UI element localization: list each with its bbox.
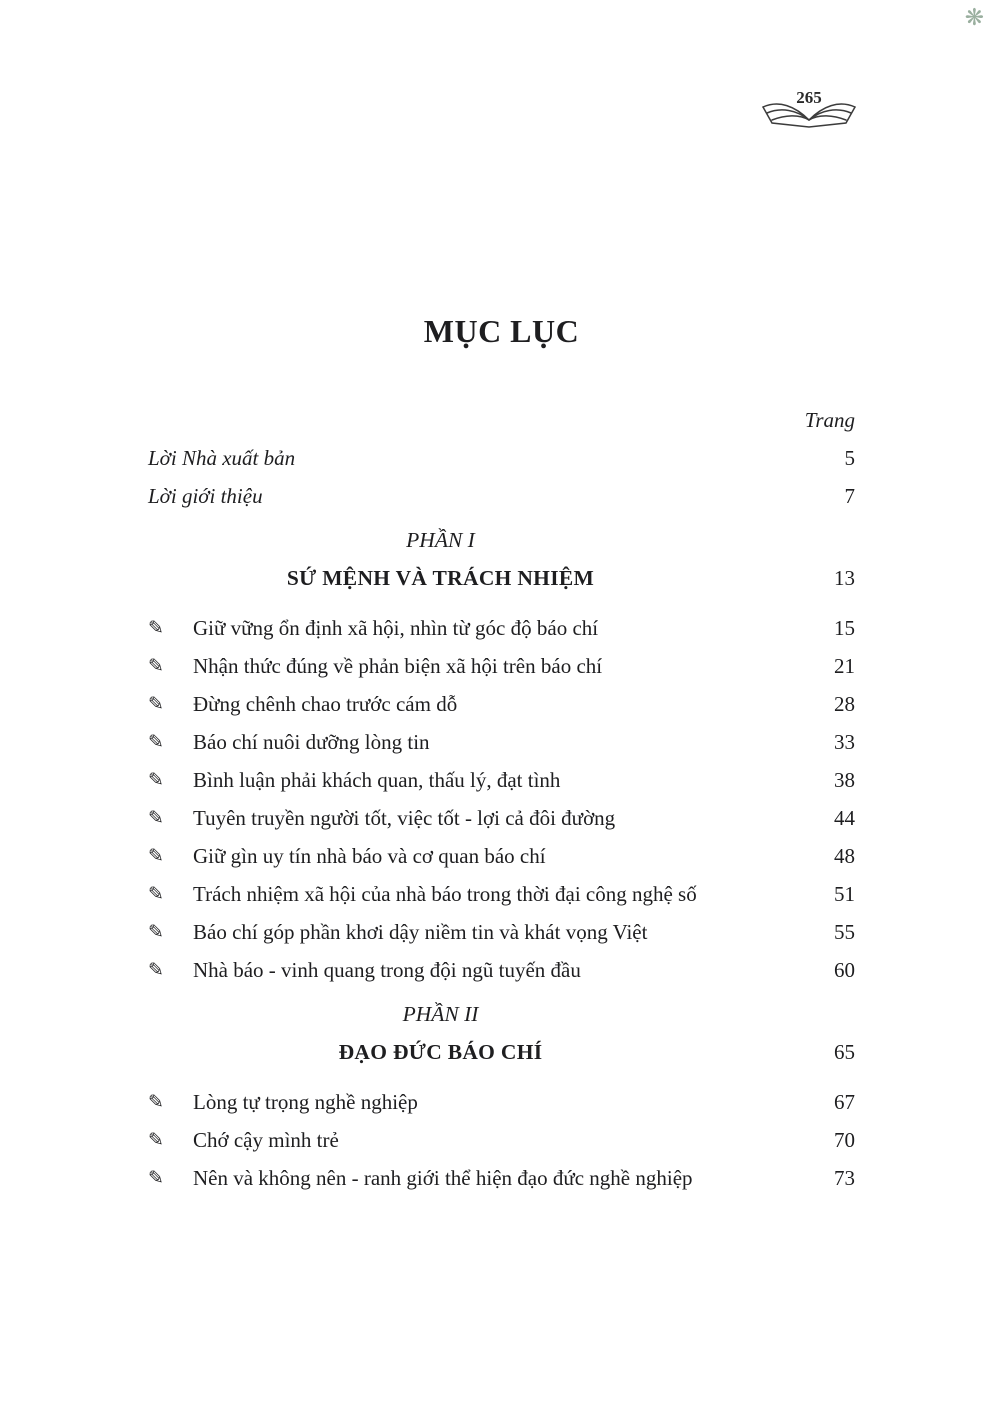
toc-entry-page: 7 bbox=[844, 484, 855, 508]
toc-entry-page: 28 bbox=[834, 692, 855, 716]
toc-entry bbox=[148, 913, 855, 951]
sections-container bbox=[148, 521, 855, 1197]
toc-entry bbox=[148, 477, 855, 515]
toc-entry-label: Nên và không nên - ranh giới thể hiện đạo đức nghề nghiệp bbox=[193, 1166, 693, 1190]
toc-entry-label: Lòng tự trọng nghề nghiệp bbox=[193, 1090, 418, 1114]
page-number: 265 bbox=[796, 88, 822, 107]
toc-entry-page: 60 bbox=[834, 958, 855, 982]
toc-entry-page: 48 bbox=[834, 844, 855, 868]
pen-bullet-icon: ✎ bbox=[148, 1091, 164, 1113]
toc-entry bbox=[148, 723, 855, 761]
toc-entry bbox=[148, 685, 855, 723]
pen-bullet-icon: ✎ bbox=[148, 845, 164, 867]
toc-entry bbox=[148, 761, 855, 799]
toc-entry-label: Nhà báo - vinh quang trong đội ngũ tuyến đầu bbox=[193, 958, 581, 982]
section-title-row bbox=[148, 559, 855, 597]
pen-bullet-icon: ✎ bbox=[148, 617, 164, 639]
toc-entry-label: Lời giới thiệu bbox=[148, 484, 263, 508]
toc-entry-page: 55 bbox=[834, 920, 855, 944]
toc-entry-label: Nhận thức đúng về phản biện xã hội trên báo chí bbox=[193, 654, 603, 678]
toc-entry-label: Đừng chênh chao trước cám dỗ bbox=[193, 692, 458, 716]
pen-bullet-icon: ✎ bbox=[148, 693, 164, 715]
toc-title: MỤC LỤC bbox=[423, 313, 580, 349]
section-items bbox=[148, 609, 855, 989]
part-heading: PHẦN I bbox=[406, 528, 475, 552]
toc-entry bbox=[148, 837, 855, 875]
trang-column-label: Trang bbox=[804, 408, 855, 432]
section-title: SỨ MỆNH VÀ TRÁCH NHIỆM bbox=[286, 566, 595, 590]
toc-entry bbox=[148, 875, 855, 913]
toc-entry-page: 67 bbox=[834, 1090, 855, 1114]
toc-entry-label: Trách nhiệm xã hội của nhà báo trong thời đại công nghệ số bbox=[193, 882, 697, 906]
open-book-ornament bbox=[758, 80, 860, 130]
toc-entry-label: Tuyên truyền người tốt, việc tốt - lợi cả đôi đường bbox=[193, 806, 616, 830]
toc-entry-label: Lời Nhà xuất bản bbox=[148, 446, 296, 470]
pen-bullet-icon: ✎ bbox=[148, 1167, 164, 1189]
pen-bullet-icon: ✎ bbox=[148, 655, 164, 677]
toc-entry-page: 5 bbox=[844, 446, 855, 470]
toc-entry bbox=[148, 1083, 855, 1121]
toc-entry bbox=[148, 1159, 855, 1197]
section-page: 13 bbox=[834, 566, 855, 590]
section-title-row bbox=[148, 1033, 855, 1071]
pen-bullet-icon: ✎ bbox=[148, 883, 164, 905]
toc-entry bbox=[148, 647, 855, 685]
toc-entry-page: 38 bbox=[834, 768, 855, 792]
section-page: 65 bbox=[834, 1040, 855, 1064]
section-title: ĐẠO ĐỨC BÁO CHÍ bbox=[338, 1040, 543, 1064]
front-matter-list bbox=[148, 439, 855, 515]
toc-entry-page: 73 bbox=[834, 1166, 855, 1190]
pen-bullet-icon: ✎ bbox=[148, 921, 164, 943]
toc-entry bbox=[148, 609, 855, 647]
toc-entry-label: Chớ cậy mình trẻ bbox=[193, 1128, 339, 1152]
toc-entry-label: Báo chí nuôi dưỡng lòng tin bbox=[193, 730, 430, 754]
toc-entry-page: 44 bbox=[834, 806, 855, 830]
pen-bullet-icon: ✎ bbox=[148, 731, 164, 753]
pen-bullet-icon: ✎ bbox=[148, 807, 164, 829]
toc-entry-label: Bình luận phải khách quan, thấu lý, đạt tình bbox=[193, 768, 561, 792]
toc-entry-label: Giữ vững ổn định xã hội, nhìn từ góc độ báo chí bbox=[193, 616, 599, 640]
flower-icon: ❋ bbox=[964, 5, 984, 30]
toc-entry-page: 15 bbox=[834, 616, 855, 640]
toc-entry-label: Báo chí góp phần khơi dậy niềm tin và khát vọng Việt bbox=[193, 920, 648, 944]
toc-entry bbox=[148, 1121, 855, 1159]
toc-entry-page: 21 bbox=[834, 654, 855, 678]
toc-entry bbox=[148, 951, 855, 989]
toc-entry bbox=[148, 439, 855, 477]
toc-entry-page: 51 bbox=[834, 882, 855, 906]
part-heading: PHẦN II bbox=[402, 1002, 479, 1026]
pen-bullet-icon: ✎ bbox=[148, 959, 164, 981]
toc-entry-page: 33 bbox=[834, 730, 855, 754]
pen-bullet-icon: ✎ bbox=[148, 1129, 164, 1151]
toc-section bbox=[148, 995, 855, 1197]
toc-entry-label: Giữ gìn uy tín nhà báo và cơ quan báo chí bbox=[193, 844, 546, 868]
section-items bbox=[148, 1083, 855, 1197]
toc-entry bbox=[148, 799, 855, 837]
toc-entry-page: 70 bbox=[834, 1128, 855, 1152]
toc-section bbox=[148, 521, 855, 989]
pen-bullet-icon: ✎ bbox=[148, 769, 164, 791]
